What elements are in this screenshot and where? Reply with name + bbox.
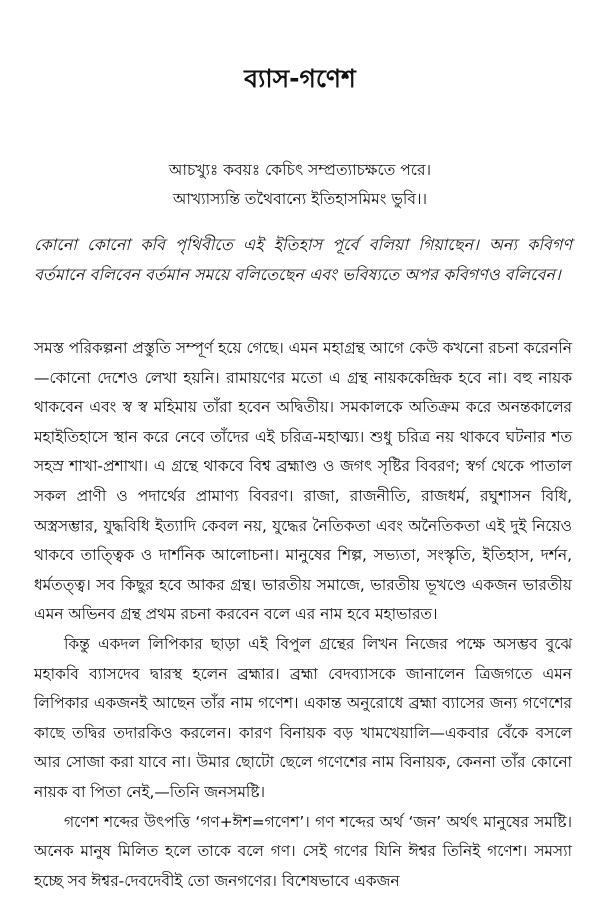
paragraph-2: কিন্তু একদল লিপিকার ছাড়া এই বিপুল গ্রন্থের লিখন নিজের পক্ষে অসম্ভব বুঝে মহাকবি ব্যাসদেব দ্বারস্থ হলেন ব্রহ্মার। ব্রহ্মা বেদব্যাসকে জানালেন ত্রিজগতে এমন লিপিকার একজনই আছেন তাঁর নাম গণেশ। একান্ত অনুরোধে ব্রহ্মা ব্যাসের জন্য গণেশের কাছে তদ্বির তদারকিও করলেন। কারণ বিনায়ক বড় খামখেয়ালি—একবার বেঁকে বসলে আর সোজা করা যাবে না। উমার ছোটো ছেলে গণেশের নাম বিনায়ক, কেননা তাঁর কোনো নায়ক বা পিতা নেই,—তিনি জনসমষ্টি। [34,634,572,801]
paragraph-1: সমস্ত পরিকল্পনা প্রস্তুতি সম্পূর্ণ হয়ে গেছে। এমন মহাগ্রন্থ আগে কেউ কখনো রচনা করেননি—কোনো দেশেও লেখা হয়নি। রামায়ণের মতো এ গ্রন্থ নায়ককেন্দ্রিক হবে না। বহু নায়ক থাকবেন এবং স্ব স্ব মহিমায় তাঁরা হবেন অদ্বিতীয়। সমকালকে অতিক্রম করে অনন্তকালের মহাইতিহাসে স্থান করে নেবে তাঁদের এই চরিত্র-মহাত্ম্য। শুধু চরিত্র নয় থাকবে ঘটনার শত সহস্র শাখা-প্রশাখা। এ গ্রন্থে থাকবে বিশ্ব ব্রহ্মাণ্ড ও জগৎ সৃষ্টির বিবরণ; স্বর্গ থেকে পাতাল সকল প্রাণী ও পদার্থের প্রামাণ্য বিবরণ। রাজা, রাজনীতি, রাজধর্ম, রঘুশাসন বিধি, অস্ত্রসম্ভার, যুদ্ধবিধি ইত্যাদি কেবল নয়, যুদ্ধের নৈতিকতা এবং অনৈতিকতা এই দুই নিয়েও থাকবে তাত্ত্বিক ও দার্শনিক আলোচনা। মানুষের শিল্প, সভ্যতা, সংস্কৃতি, ইতিহাস, দর্শন, ধর্মতত্ত্ব। সব কিছুর হবে আকর গ্রন্থ। ভারতীয় সমাজে, ভারতীয় ভূখণ্ডে একজন ভারতীয় এমন অভিনব গ্রন্থ প্রথম রচনা করবেন বলে এর নাম হবে মহাভারত। [34,339,572,624]
body-text [34,334,572,896]
verse-line-1: আচখ্যুঃ কবয়ঃ কেচিৎ সম্প্রত্যাচক্ষতে পরে। [168,161,432,179]
chapter-title: ব্যাস-গণেশ [244,64,356,93]
sanskrit-verse [0,156,600,214]
verse-translation: কোনো কোনো কবি পৃথিবীতে এই ইতিহাস পূর্বে বলিয়া গিয়াছেন। অন্য কবিগণ বর্তমানে বলিবেন বর্তমান সময়ে বলিতেছেন এবং ভবিষ্যতে অপর কবিগণও বলিবেন। [34,235,572,284]
paragraph-3: গণেশ শব্দের উৎপত্তি ‘গণ+ঈশ=গণেশ’। গণ শব্দের অর্থ ‘জন’ অর্থৎ মানুষের সমষ্টি। অনেক মানুষ মিলিত হলে তাকে বলে গণ। সেই গণের যিনি ঈশ্বর তিনিই গণেশ। সমস্যা হচ্ছে সব ঈশ্বর-দেবদেবীই তো জনগণের। বিশেষভাবে একজন [34,812,572,890]
verse-line-2: আখ্যাস্যন্তি তথৈবান্যে ইতিহাসমিমং ভুবি।। [172,190,428,208]
